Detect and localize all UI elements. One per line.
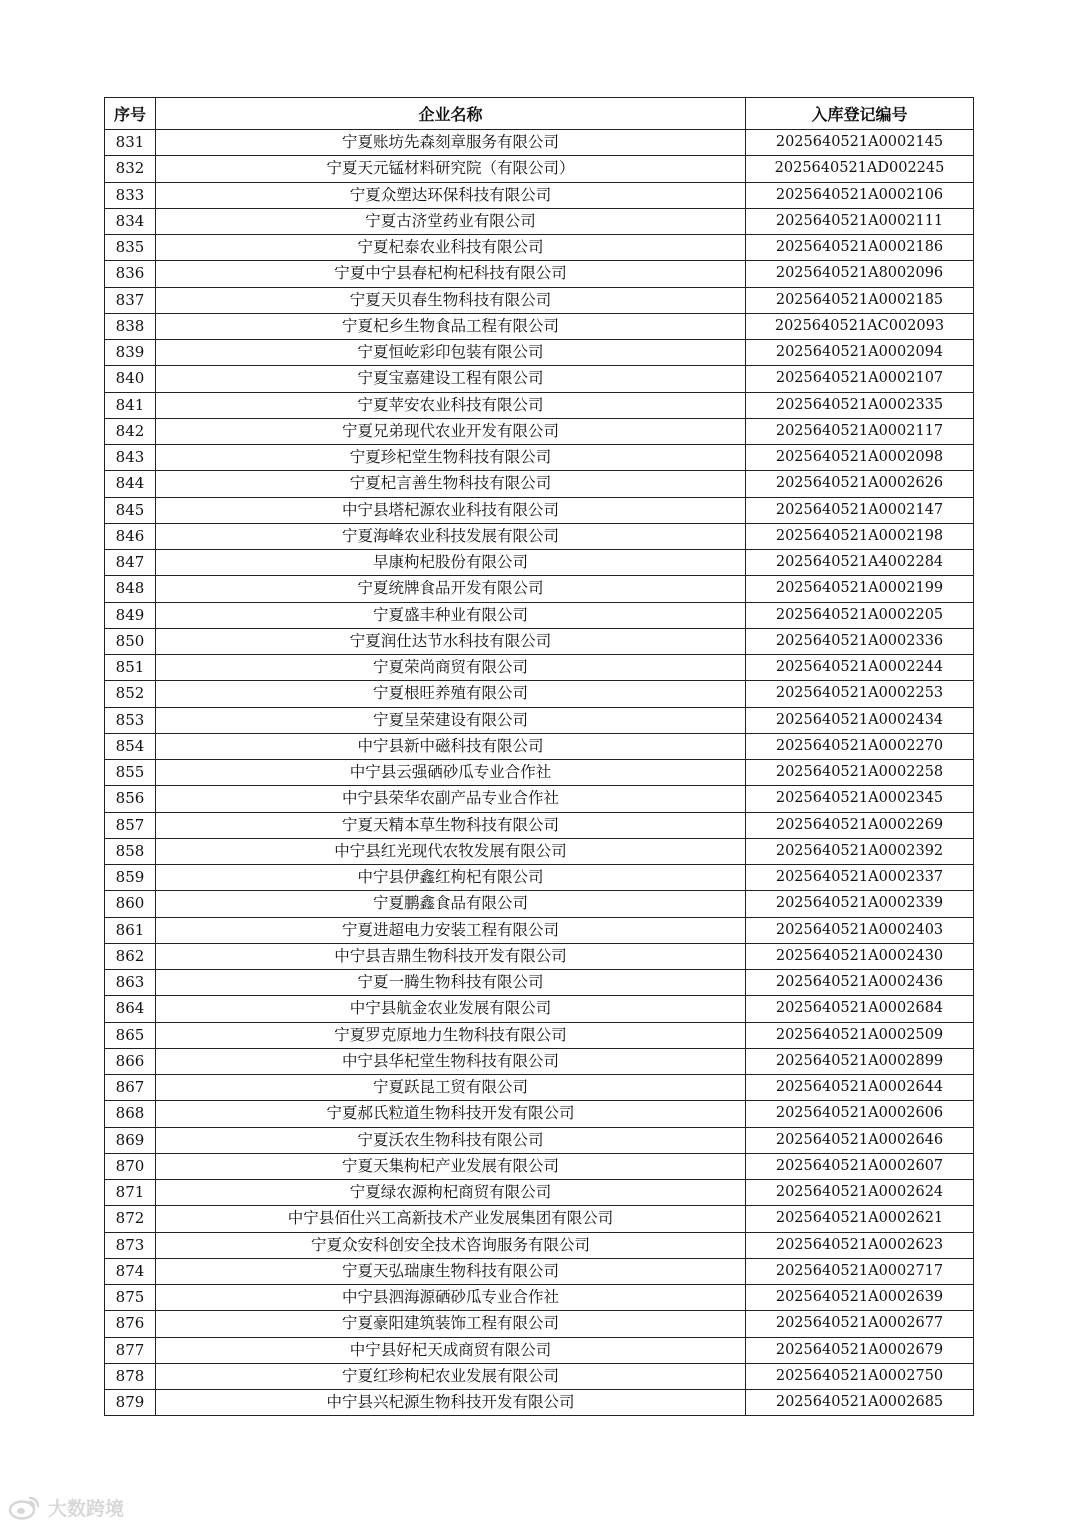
enterprise-name-cell: 中宁县塔杞源农业科技有限公司 <box>156 497 746 523</box>
table-row <box>105 786 974 812</box>
enterprise-name-cell: 中宁县吉鼎生物科技开发有限公司 <box>156 943 746 969</box>
watermark-text: 大数跨境 <box>48 1497 125 1520</box>
registration-code-cell: 2025640521A0002339 <box>746 891 974 917</box>
table-row <box>105 313 974 339</box>
registration-code-cell: 2025640521A0002677 <box>746 1311 974 1337</box>
table-header-row <box>105 98 974 130</box>
registration-code-cell: 2025640521A0002106 <box>746 182 974 208</box>
enterprise-name-cell: 宁夏统牌食品开发有限公司 <box>156 576 746 602</box>
serial-number-cell: 855 <box>105 760 156 786</box>
serial-number-cell: 879 <box>105 1390 156 1416</box>
enterprise-name-cell: 宁夏沃农生物科技有限公司 <box>156 1127 746 1153</box>
table-row <box>105 287 974 313</box>
registration-code-cell: 2025640521A0002098 <box>746 445 974 471</box>
serial-number-cell: 848 <box>105 576 156 602</box>
registration-code-cell: 2025640521A0002107 <box>746 366 974 392</box>
registration-code-cell: 2025640521A0002253 <box>746 681 974 707</box>
table-row <box>105 996 974 1022</box>
serial-number-cell: 841 <box>105 392 156 418</box>
serial-number-cell: 833 <box>105 182 156 208</box>
serial-number-cell: 869 <box>105 1127 156 1153</box>
serial-number-cell: 839 <box>105 340 156 366</box>
registration-code-cell: 2025640521A0002198 <box>746 523 974 549</box>
enterprise-name-cell: 中宁县佰仕兴工高新技术产业发展集团有限公司 <box>156 1206 746 1232</box>
weibo-logo-icon <box>8 1493 42 1521</box>
registration-code-cell: 2025640521A0002186 <box>746 235 974 261</box>
serial-number-cell: 856 <box>105 786 156 812</box>
registration-code-cell: 2025640521AC002093 <box>746 313 974 339</box>
enterprise-name-cell: 中宁县兴杞源生物科技开发有限公司 <box>156 1390 746 1416</box>
table-row <box>105 1311 974 1337</box>
enterprise-name-cell: 宁夏珍杞堂生物科技有限公司 <box>156 445 746 471</box>
serial-number-cell: 859 <box>105 865 156 891</box>
table-row <box>105 1285 974 1311</box>
table-row <box>105 1048 974 1074</box>
table-row <box>105 602 974 628</box>
registration-code-cell: 2025640521A0002717 <box>746 1258 974 1284</box>
registration-code-cell: 2025640521A0002646 <box>746 1127 974 1153</box>
serial-number-cell: 873 <box>105 1232 156 1258</box>
enterprise-name-cell: 宁夏恒屹彩印包装有限公司 <box>156 340 746 366</box>
registration-code-cell: 2025640521A0002679 <box>746 1337 974 1363</box>
table-row <box>105 838 974 864</box>
serial-number-cell: 850 <box>105 628 156 654</box>
table-row <box>105 1363 974 1389</box>
registration-code-cell: 2025640521A0002111 <box>746 208 974 234</box>
enterprise-name-cell: 中宁县好杞天成商贸有限公司 <box>156 1337 746 1363</box>
registration-code-cell: 2025640521A0002199 <box>746 576 974 602</box>
enterprise-name-cell: 中宁县泗海源硒砂瓜专业合作社 <box>156 1285 746 1311</box>
registration-code-cell: 2025640521A0002623 <box>746 1232 974 1258</box>
serial-number-cell: 846 <box>105 523 156 549</box>
table-row <box>105 1390 974 1416</box>
registration-code-cell: 2025640521A0002899 <box>746 1048 974 1074</box>
registration-code-cell: 2025640521A0002607 <box>746 1153 974 1179</box>
registration-code-cell: 2025640521A0002436 <box>746 970 974 996</box>
table-row <box>105 1022 974 1048</box>
serial-number-cell: 854 <box>105 733 156 759</box>
registration-code-cell: 2025640521A0002244 <box>746 655 974 681</box>
enterprise-name-cell: 宁夏古济堂药业有限公司 <box>156 208 746 234</box>
serial-number-cell: 874 <box>105 1258 156 1284</box>
serial-number-cell: 875 <box>105 1285 156 1311</box>
serial-number-cell: 870 <box>105 1153 156 1179</box>
table-row <box>105 156 974 182</box>
serial-number-cell: 836 <box>105 261 156 287</box>
table-body <box>105 130 974 1416</box>
enterprise-name-cell: 宁夏荣尚商贸有限公司 <box>156 655 746 681</box>
serial-number-cell: 832 <box>105 156 156 182</box>
table-row <box>105 523 974 549</box>
serial-number-cell: 842 <box>105 418 156 444</box>
enterprise-name-cell: 宁夏天元锰材料研究院（有限公司） <box>156 156 746 182</box>
serial-number-cell: 867 <box>105 1075 156 1101</box>
table-row <box>105 865 974 891</box>
table-row <box>105 366 974 392</box>
enterprise-registry-table <box>104 97 974 1416</box>
registration-code-cell: 2025640521A0002606 <box>746 1101 974 1127</box>
registration-code-cell: 2025640521A0002621 <box>746 1206 974 1232</box>
serial-number-cell: 876 <box>105 1311 156 1337</box>
enterprise-name-cell: 中宁县荣华农副产品专业合作社 <box>156 786 746 812</box>
enterprise-name-cell: 中宁县华杞堂生物科技有限公司 <box>156 1048 746 1074</box>
serial-number-cell: 835 <box>105 235 156 261</box>
serial-number-cell: 863 <box>105 970 156 996</box>
header-enterprise-name: 企业名称 <box>156 98 746 130</box>
registration-code-cell: 2025640521A0002345 <box>746 786 974 812</box>
table-row <box>105 130 974 156</box>
table-row <box>105 340 974 366</box>
serial-number-cell: 865 <box>105 1022 156 1048</box>
registration-code-cell: 2025640521A0002392 <box>746 838 974 864</box>
serial-number-cell: 868 <box>105 1101 156 1127</box>
serial-number-cell: 845 <box>105 497 156 523</box>
enterprise-name-cell: 宁夏苹安农业科技有限公司 <box>156 392 746 418</box>
enterprise-name-cell: 中宁县云强硒砂瓜专业合作社 <box>156 760 746 786</box>
enterprise-name-cell: 宁夏根旺养殖有限公司 <box>156 681 746 707</box>
table-row <box>105 1127 974 1153</box>
enterprise-name-cell: 宁夏郝氏粒道生物科技开发有限公司 <box>156 1101 746 1127</box>
registration-code-cell: 2025640521A0002094 <box>746 340 974 366</box>
serial-number-cell: 847 <box>105 550 156 576</box>
registration-code-cell: 2025640521A0002750 <box>746 1363 974 1389</box>
registration-code-cell: 2025640521A0002117 <box>746 418 974 444</box>
enterprise-name-cell: 宁夏众塑达环保科技有限公司 <box>156 182 746 208</box>
table-row <box>105 182 974 208</box>
registration-code-cell: 2025640521A0002624 <box>746 1180 974 1206</box>
table-row <box>105 891 974 917</box>
table-row <box>105 261 974 287</box>
registration-code-cell: 2025640521A0002145 <box>746 130 974 156</box>
enterprise-name-cell: 宁夏杞泰农业科技有限公司 <box>156 235 746 261</box>
enterprise-name-cell: 宁夏杞言善生物科技有限公司 <box>156 471 746 497</box>
registration-code-cell: 2025640521A0002147 <box>746 497 974 523</box>
enterprise-name-cell: 宁夏账坊先森刻章服务有限公司 <box>156 130 746 156</box>
enterprise-name-cell: 宁夏海峰农业科技发展有限公司 <box>156 523 746 549</box>
table-row <box>105 1180 974 1206</box>
table-row <box>105 471 974 497</box>
registration-code-cell: 2025640521A0002684 <box>746 996 974 1022</box>
registration-code-cell: 2025640521A0002685 <box>746 1390 974 1416</box>
serial-number-cell: 858 <box>105 838 156 864</box>
serial-number-cell: 864 <box>105 996 156 1022</box>
serial-number-cell: 843 <box>105 445 156 471</box>
registration-code-cell: 2025640521A0002639 <box>746 1285 974 1311</box>
table-row <box>105 418 974 444</box>
enterprise-name-cell: 宁夏众安科创安全技术咨询服务有限公司 <box>156 1232 746 1258</box>
serial-number-cell: 860 <box>105 891 156 917</box>
table-row <box>105 235 974 261</box>
table-row <box>105 1075 974 1101</box>
enterprise-name-cell: 中宁县红光现代农牧发展有限公司 <box>156 838 746 864</box>
registration-code-cell: 2025640521A0002269 <box>746 812 974 838</box>
serial-number-cell: 844 <box>105 471 156 497</box>
registration-code-cell: 2025640521A0002509 <box>746 1022 974 1048</box>
enterprise-name-cell: 宁夏天弘瑞康生物科技有限公司 <box>156 1258 746 1284</box>
table-row <box>105 943 974 969</box>
enterprise-name-cell: 宁夏天精本草生物科技有限公司 <box>156 812 746 838</box>
serial-number-cell: 872 <box>105 1206 156 1232</box>
serial-number-cell: 878 <box>105 1363 156 1389</box>
serial-number-cell: 866 <box>105 1048 156 1074</box>
enterprise-name-cell: 宁夏跃昆工贸有限公司 <box>156 1075 746 1101</box>
table-row <box>105 812 974 838</box>
table-row <box>105 707 974 733</box>
enterprise-name-cell: 宁夏豪阳建筑装饰工程有限公司 <box>156 1311 746 1337</box>
table-row <box>105 917 974 943</box>
table-row <box>105 1206 974 1232</box>
serial-number-cell: 840 <box>105 366 156 392</box>
enterprise-name-cell: 宁夏绿农源枸杞商贸有限公司 <box>156 1180 746 1206</box>
enterprise-name-cell: 宁夏呈荣建设有限公司 <box>156 707 746 733</box>
registration-code-cell: 2025640521AD002245 <box>746 156 974 182</box>
enterprise-name-cell: 早康枸杞股份有限公司 <box>156 550 746 576</box>
table-row <box>105 576 974 602</box>
serial-number-cell: 862 <box>105 943 156 969</box>
enterprise-name-cell: 中宁县航金农业发展有限公司 <box>156 996 746 1022</box>
table-row <box>105 628 974 654</box>
header-serial-number: 序号 <box>105 98 156 130</box>
enterprise-name-cell: 宁夏天贝春生物科技有限公司 <box>156 287 746 313</box>
serial-number-cell: 852 <box>105 681 156 707</box>
enterprise-name-cell: 宁夏中宁县春杞枸杞科技有限公司 <box>156 261 746 287</box>
registration-code-cell: 2025640521A0002403 <box>746 917 974 943</box>
serial-number-cell: 837 <box>105 287 156 313</box>
enterprise-name-cell: 宁夏鹏鑫食品有限公司 <box>156 891 746 917</box>
header-registration-code: 入库登记编号 <box>746 98 974 130</box>
registration-code-cell: 2025640521A0002337 <box>746 865 974 891</box>
enterprise-name-cell: 中宁县新中磁科技有限公司 <box>156 733 746 759</box>
enterprise-name-cell: 宁夏杞乡生物食品工程有限公司 <box>156 313 746 339</box>
serial-number-cell: 857 <box>105 812 156 838</box>
registration-code-cell: 2025640521A8002096 <box>746 261 974 287</box>
serial-number-cell: 849 <box>105 602 156 628</box>
table-row <box>105 760 974 786</box>
enterprise-name-cell: 宁夏红珍枸杞农业发展有限公司 <box>156 1363 746 1389</box>
serial-number-cell: 831 <box>105 130 156 156</box>
registration-code-cell: 2025640521A0002185 <box>746 287 974 313</box>
enterprise-name-cell: 宁夏兄弟现代农业开发有限公司 <box>156 418 746 444</box>
registration-code-cell: 2025640521A4002284 <box>746 550 974 576</box>
enterprise-name-cell: 宁夏盛丰种业有限公司 <box>156 602 746 628</box>
table-row <box>105 1337 974 1363</box>
serial-number-cell: 853 <box>105 707 156 733</box>
table-row <box>105 970 974 996</box>
enterprise-name-cell: 宁夏天集枸杞产业发展有限公司 <box>156 1153 746 1179</box>
registration-code-cell: 2025640521A0002434 <box>746 707 974 733</box>
table-row <box>105 1101 974 1127</box>
registration-code-cell: 2025640521A0002258 <box>746 760 974 786</box>
enterprise-name-cell: 宁夏宝嘉建设工程有限公司 <box>156 366 746 392</box>
registration-code-cell: 2025640521A0002626 <box>746 471 974 497</box>
serial-number-cell: 871 <box>105 1180 156 1206</box>
table-row <box>105 1232 974 1258</box>
enterprise-name-cell: 宁夏一腾生物科技有限公司 <box>156 970 746 996</box>
registration-code-cell: 2025640521A0002336 <box>746 628 974 654</box>
serial-number-cell: 861 <box>105 917 156 943</box>
enterprise-name-cell: 宁夏进超电力安装工程有限公司 <box>156 917 746 943</box>
table-row <box>105 497 974 523</box>
watermark <box>8 1492 124 1522</box>
table-row <box>105 1258 974 1284</box>
table-row <box>105 681 974 707</box>
table-row <box>105 1153 974 1179</box>
enterprise-name-cell: 宁夏润仕达节水科技有限公司 <box>156 628 746 654</box>
registration-code-cell: 2025640521A0002270 <box>746 733 974 759</box>
serial-number-cell: 834 <box>105 208 156 234</box>
enterprise-name-cell: 宁夏罗克原地力生物科技有限公司 <box>156 1022 746 1048</box>
table-row <box>105 392 974 418</box>
registration-code-cell: 2025640521A0002335 <box>746 392 974 418</box>
table-row <box>105 655 974 681</box>
registration-code-cell: 2025640521A0002430 <box>746 943 974 969</box>
registration-code-cell: 2025640521A0002205 <box>746 602 974 628</box>
serial-number-cell: 838 <box>105 313 156 339</box>
table-row <box>105 208 974 234</box>
table-row <box>105 445 974 471</box>
table-row <box>105 733 974 759</box>
enterprise-name-cell: 中宁县伊鑫红枸杞有限公司 <box>156 865 746 891</box>
serial-number-cell: 877 <box>105 1337 156 1363</box>
serial-number-cell: 851 <box>105 655 156 681</box>
table-row <box>105 550 974 576</box>
registration-code-cell: 2025640521A0002644 <box>746 1075 974 1101</box>
